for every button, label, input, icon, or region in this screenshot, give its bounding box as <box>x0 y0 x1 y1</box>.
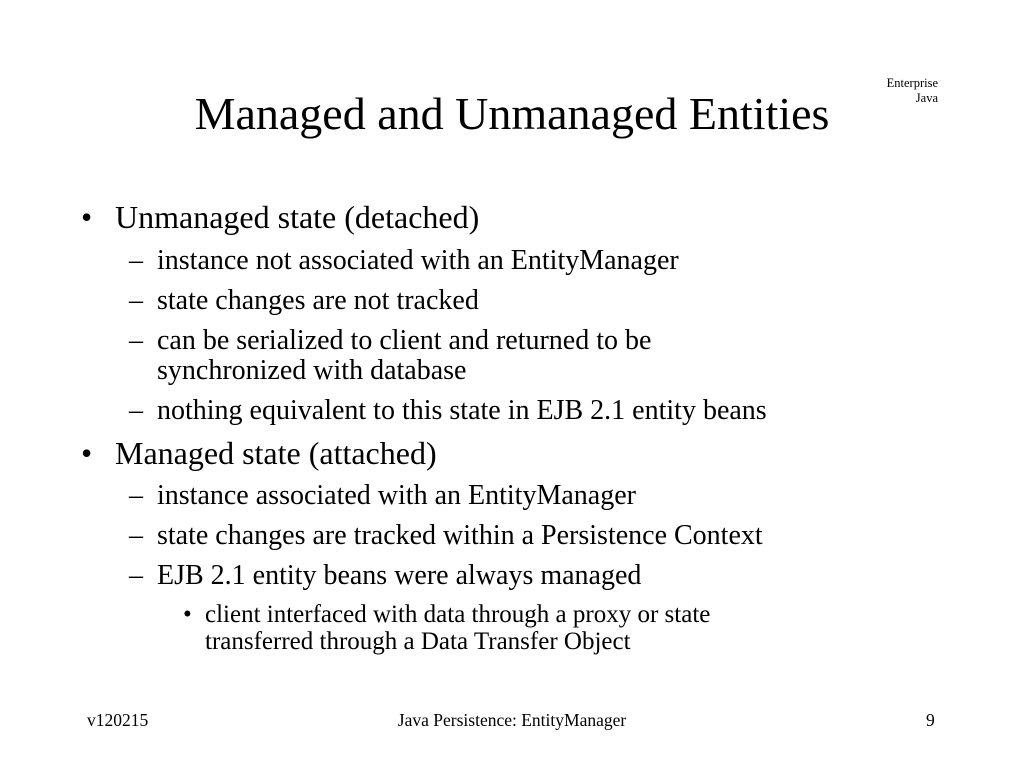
dash-marker: – <box>129 480 143 511</box>
slide-title: Managed and Unmanaged Entities <box>194 88 830 139</box>
sub-bullet-text: EJB 2.1 entity beans were always managed <box>157 560 642 591</box>
enterprise-label-line2: Java <box>915 91 938 105</box>
sub-sub-bullet-text: client interfaced with data through a proxy or state <box>205 601 711 628</box>
bullet-text: Managed state (attached) <box>115 435 437 471</box>
dash-marker: – <box>129 560 143 591</box>
footer-course-title: Java Persistence: EntityManager <box>397 710 627 730</box>
sub-sub-bullet-text: transferred through a Data Transfer Object <box>205 628 631 655</box>
sub-bullet-text: state changes are tracked within a Persistence Context <box>157 520 763 551</box>
sub-bullet-text: nothing equivalent to this state in EJB 2.1 entity beans <box>157 395 767 426</box>
sub-bullet-text: instance not associated with an EntityManager <box>157 245 679 276</box>
bullet-marker: • <box>81 199 93 235</box>
dash-marker: – <box>129 245 143 276</box>
bullet-marker: • <box>183 601 192 628</box>
sub-bullet-text: state changes are not tracked <box>157 285 479 316</box>
enterprise-label-line1: Enterprise <box>886 76 938 90</box>
footer-page-number: 9 <box>926 710 935 730</box>
bullet-marker: • <box>81 435 93 471</box>
footer-version: v120215 <box>87 710 149 730</box>
sub-bullet-text: instance associated with an EntityManager <box>157 480 636 511</box>
dash-marker: – <box>129 395 143 426</box>
sub-bullet-text: can be serialized to client and returned to be <box>157 325 652 356</box>
bullet-text: Unmanaged state (detached) <box>115 199 480 235</box>
dash-marker: – <box>129 285 143 316</box>
dash-marker: – <box>129 325 143 356</box>
dash-marker: – <box>129 520 143 551</box>
sub-bullet-text: synchronized with database <box>157 355 467 386</box>
